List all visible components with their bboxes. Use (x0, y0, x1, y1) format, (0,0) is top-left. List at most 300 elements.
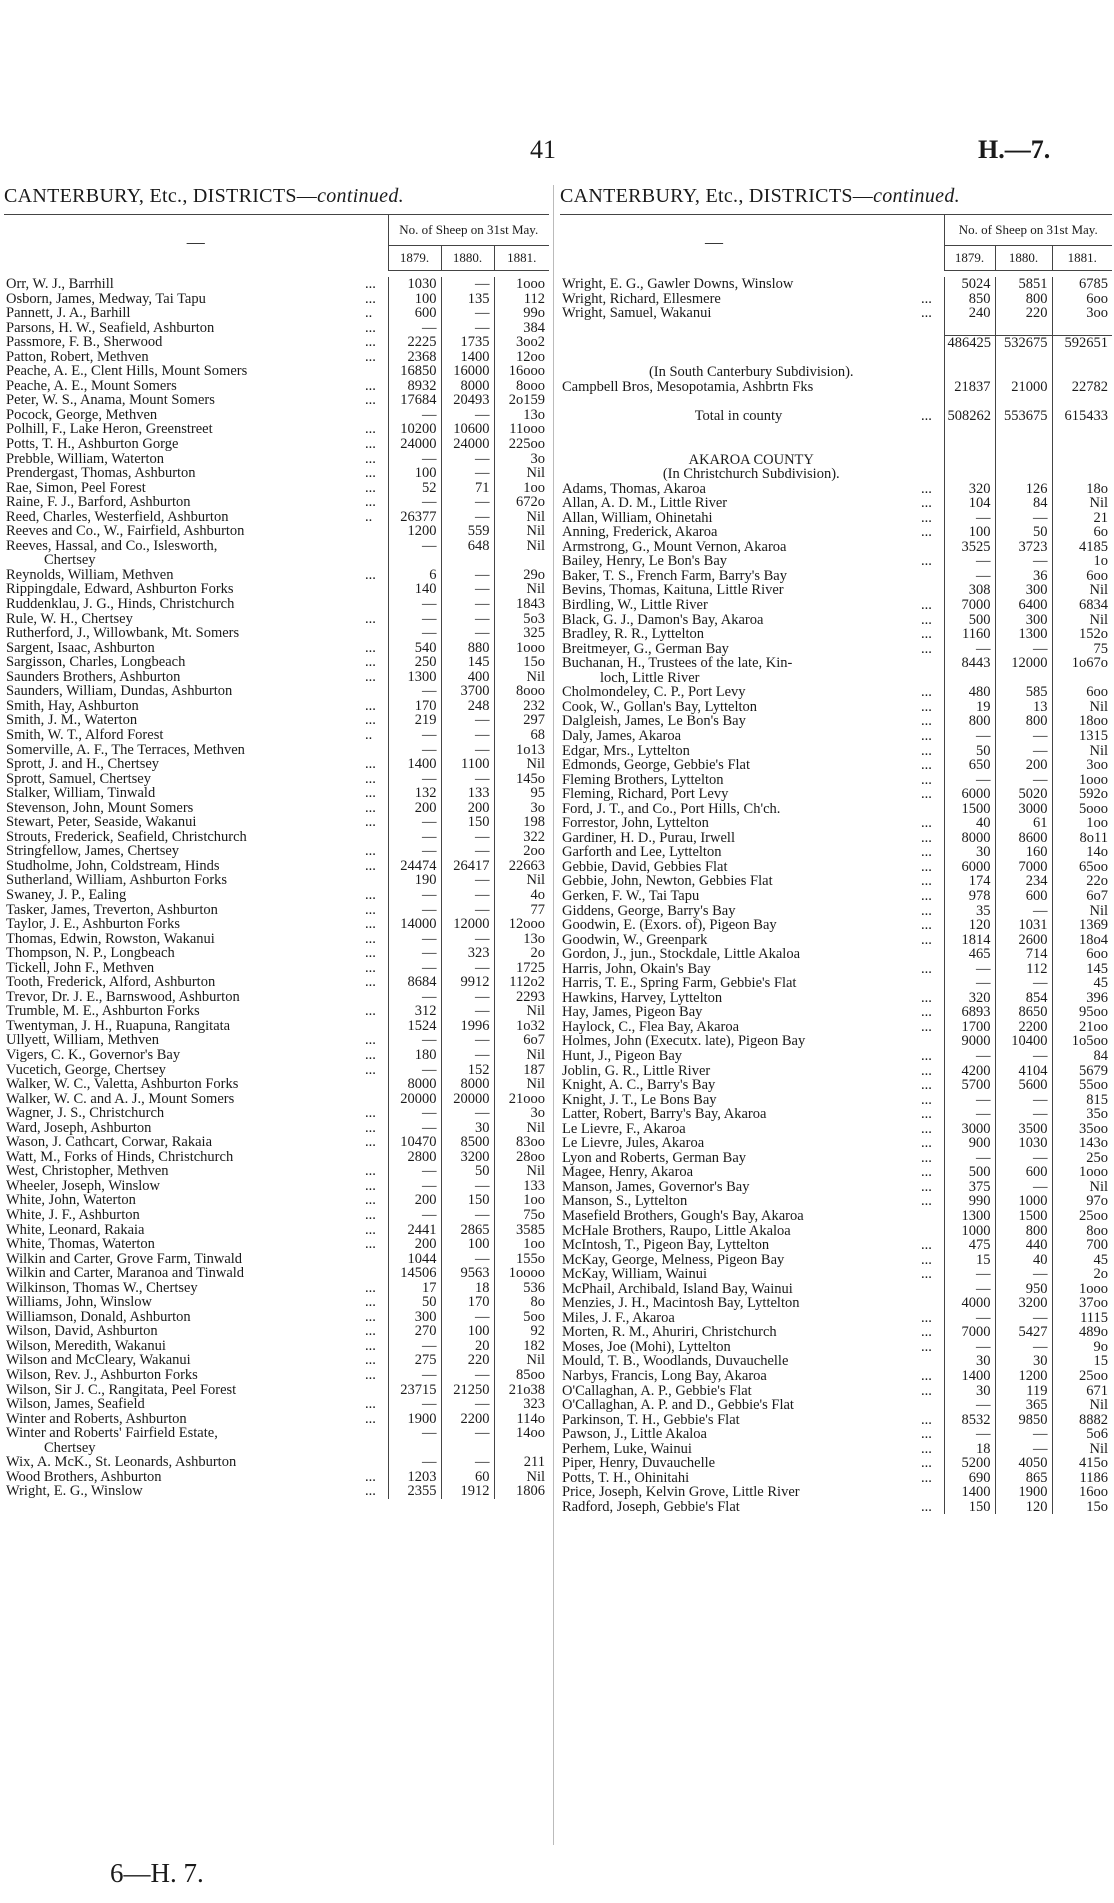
sheep-count-1880: 3723 (995, 540, 1052, 555)
sheep-count-1880: — (995, 1311, 1052, 1326)
leader-dots (362, 1455, 388, 1470)
sheep-count-1879: — (388, 946, 441, 961)
leader-dots (918, 1296, 944, 1311)
sheep-count-1879: 850 (944, 292, 995, 307)
leader-dots: ... (921, 728, 932, 744)
sheep-count-1881 (1052, 321, 1112, 336)
leader-dots: ... (921, 525, 932, 540)
table-row (4, 481, 549, 496)
sheep-count-1880: 150 (441, 1193, 494, 1208)
sheep-count-1880: 21250 (441, 1383, 494, 1398)
sheep-count-1881: 615433 (1052, 409, 1112, 424)
leader-dots: ... (365, 437, 376, 452)
owner-name-cell: West, Christopher, Methven (6, 1164, 169, 1179)
owner-name-cell: Baker, T. S., French Farm, Barry's Bay (562, 568, 787, 584)
leader-dots (918, 540, 944, 555)
table-row (4, 772, 549, 787)
owner-name-cell: Mould, T. B., Woodlands, Duvauchelle (562, 1354, 789, 1370)
sheep-count-1879: 2800 (388, 1150, 441, 1165)
sheep-count-1879: — (388, 1106, 441, 1121)
sheep-count-1880: 50 (995, 525, 1052, 540)
sheep-count-1881: 6oo (1052, 947, 1112, 962)
owner-name-cell: O'Callaghan, A. P., Gebbie's Flat (562, 1383, 752, 1399)
sheep-count-1881: 1o5oo (1052, 1034, 1112, 1049)
sheep-count-cell (1052, 467, 1112, 482)
table-row (4, 888, 549, 903)
owner-name-cell: Stringfellow, James, Chertsey (6, 844, 180, 859)
sheep-count-1881: 15o (1052, 1500, 1112, 1515)
sheep-count-1879: 270 (388, 1324, 441, 1339)
table-row (560, 583, 1112, 598)
table-row (560, 816, 1112, 831)
sheep-count-1881: Nil (494, 670, 549, 685)
owner-name-cell: Twentyman, J. H., Ruapuna, Rangitata (6, 1018, 231, 1034)
leader-dots: ... (365, 669, 376, 685)
sheep-count-1881: 815 (1052, 1093, 1112, 1108)
owner-name-cell: Winter and Roberts, Ashburton (6, 1411, 187, 1427)
sheep-count-1879: 308 (944, 583, 995, 598)
table-row (4, 553, 549, 568)
sheep-count-1880: — (441, 568, 494, 583)
sheep-count-1880: — (995, 642, 1052, 657)
sheep-count-1880: 16000 (441, 364, 494, 379)
table-row (4, 1484, 549, 1499)
table-row (4, 917, 549, 932)
table-row (4, 364, 549, 379)
sheep-count-1880: 1735 (441, 335, 494, 350)
sheep-count-1879: 6 (388, 568, 441, 583)
sheep-count-1881: 29o (494, 568, 549, 583)
sheep-count-1881: 1oooo (494, 1266, 549, 1281)
sheep-count-1879: 18 (944, 1442, 995, 1457)
sheep-count-1880: 8600 (995, 831, 1052, 846)
owner-name-cell: Dalgleish, James, Le Bon's Bay (562, 714, 746, 729)
leader-dots: ... (365, 1106, 376, 1121)
leader-dots: ... (921, 699, 932, 715)
leader-dots: ... (365, 1295, 376, 1310)
heading-text: CANTERBURY, Etc., DISTRICTS— (560, 185, 874, 207)
table-row (560, 453, 1112, 468)
sheep-count-1879: 50 (388, 1295, 441, 1310)
table-row (560, 1282, 1112, 1297)
leader-dots: ... (921, 1412, 932, 1428)
sheep-count-1880: — (441, 1208, 494, 1223)
owner-name-cell: Menzies, J. H., Macintosh Bay, Lyttelton (562, 1296, 800, 1311)
sheep-count-1881: 145o (494, 772, 549, 787)
leader-dots: ... (921, 1427, 932, 1442)
sheep-count-1879: 23715 (388, 1383, 441, 1398)
owner-name-cell: Saunders, William, Dundas, Ashburton (6, 684, 233, 699)
owner-name-cell: Saunders Brothers, Ashburton (6, 669, 181, 685)
owner-name-cell: Allan, William, Ohinetahi (562, 510, 713, 526)
owner-name-cell: Reed, Charles, Westerfield, Ashburton (6, 509, 229, 525)
sheep-count-1880: 1400 (441, 350, 494, 365)
sheep-count-1881: 6oo (1052, 292, 1112, 307)
owner-name-cell: Anning, Frederick, Akaroa (562, 525, 718, 540)
table-row (560, 1078, 1112, 1093)
leader-dots (918, 802, 944, 817)
table-row (560, 482, 1112, 497)
leader-dots: ... (365, 1368, 376, 1383)
sheep-count-1881: 396 (1052, 991, 1112, 1006)
sheep-count-1880: 300 (995, 613, 1052, 628)
sheep-count-1881: 16oo (1052, 1485, 1112, 1500)
table-row (4, 655, 549, 670)
sheep-count-1880: — (441, 743, 494, 758)
sheep-count-1881: 21oo (1052, 1020, 1112, 1035)
leader-dots: ... (365, 887, 376, 903)
sheep-count-1881: 92 (494, 1324, 549, 1339)
sheep-count-1880 (441, 553, 494, 568)
leader-dots: ... (921, 1310, 932, 1326)
sheep-count-1881: 2o (494, 946, 549, 961)
owner-name-cell: Williamson, Donald, Ashburton (6, 1309, 191, 1325)
sheep-count-1881: 37oo (1052, 1296, 1112, 1311)
sheep-count-1881: 536 (494, 1281, 549, 1296)
owner-name-cell: Orr, W. J., Barrhill (6, 277, 114, 292)
sheep-count-1879: — (944, 554, 995, 569)
sheep-count-1880: — (441, 495, 494, 510)
sheep-count-1881: Nil (494, 757, 549, 772)
owner-name-cell: McPhail, Archibald, Island Bay, Wainui (562, 1281, 793, 1297)
sheep-count-1879: — (388, 990, 441, 1005)
sheep-count-1880: 1912 (441, 1484, 494, 1499)
leader-dots: ... (365, 975, 376, 990)
sheep-count-1880: 600 (995, 1165, 1052, 1180)
leader-dots: ... (921, 714, 932, 729)
table-row (560, 1064, 1112, 1079)
table-row (4, 1383, 549, 1398)
table-row (560, 744, 1112, 759)
table-row (560, 1456, 1112, 1471)
sheep-count-1880: — (441, 626, 494, 641)
leader-dots: ... (365, 815, 376, 830)
sheep-count-1880: — (995, 744, 1052, 759)
sheep-count-1879: 7000 (944, 598, 995, 613)
sheep-count-1879: 6893 (944, 1005, 995, 1020)
sheep-count-1879: 1814 (944, 933, 995, 948)
leader-dots: ... (921, 758, 932, 773)
sheep-count-1879: — (388, 612, 441, 627)
owner-name-cell: Sprott, Samuel, Chertsey (6, 771, 151, 787)
sheep-count-1879: 312 (388, 1004, 441, 1019)
sheep-count-1879: 8000 (388, 1077, 441, 1092)
sheep-count-1881: 1369 (1052, 918, 1112, 933)
sheep-count-1881: Nil (1052, 496, 1112, 511)
sheep-count-1880: 18 (441, 1281, 494, 1296)
owner-name-cell: Prebble, William, Waterton (6, 451, 164, 467)
sheep-count-1881: Nil (494, 1121, 549, 1136)
owner-name-cell: Piper, Henry, Duvauchelle (562, 1456, 716, 1471)
leader-dots (362, 873, 388, 888)
sheep-count-1879: 14506 (388, 1266, 441, 1281)
sheep-count-1880: 714 (995, 947, 1052, 962)
owner-name-cell: O'Callaghan, A. P. and D., Gebbie's Flat (562, 1398, 794, 1413)
leader-dots (362, 1441, 388, 1456)
sheep-count-1879: 690 (944, 1471, 995, 1486)
leader-dots: ... (365, 1062, 376, 1078)
table-row (4, 568, 549, 583)
table-row (560, 1151, 1112, 1166)
owner-name-cell: Smith, W. T., Alford Forest (6, 727, 164, 743)
sheep-count-1881: 8ooo (494, 379, 549, 394)
table-row (4, 277, 549, 292)
sheep-count-1881: 13o (494, 408, 549, 423)
leader-dots: ... (365, 1208, 376, 1223)
owner-name-cell: Smith, Hay, Ashburton (6, 698, 139, 714)
table-row (560, 1369, 1112, 1384)
sheep-count-1880: 1500 (995, 1209, 1052, 1224)
sheep-count-1879: 10470 (388, 1135, 441, 1150)
sheep-count-1879: 1524 (388, 1019, 441, 1034)
table-row (4, 859, 549, 874)
sheep-count-1879: — (388, 743, 441, 758)
sheep-count-1880: 100 (441, 1237, 494, 1252)
leader-dots (918, 1209, 944, 1224)
leader-dots (918, 380, 944, 395)
leader-dots: ... (365, 349, 376, 365)
sheep-count-1879: — (944, 511, 995, 526)
table-row (560, 1296, 1112, 1311)
leader-dots (362, 597, 388, 612)
owner-name-cell: Lyon and Roberts, German Bay (562, 1150, 747, 1166)
sheep-count-1880: 24000 (441, 437, 494, 452)
sheep-count-1879: — (944, 1427, 995, 1442)
owner-name-cell: Walker, W. C. and A. J., Mount Somers (6, 1091, 235, 1107)
owner-name-cell: Bailey, Henry, Le Bon's Bay (562, 554, 728, 569)
owner-name-cell (560, 336, 918, 351)
sheep-count-1880: 1996 (441, 1019, 494, 1034)
sheep-count-1881: 83oo (494, 1135, 549, 1150)
sheep-count-1881: 232 (494, 699, 549, 714)
sheep-count-1879: — (388, 728, 441, 743)
table-row (560, 889, 1112, 904)
owner-name-cell: White, Leonard, Rakaia (6, 1222, 145, 1238)
owner-name-cell: Forrestor, John, Lyttelton (562, 816, 709, 831)
owner-name-cell: loch, Little River (600, 670, 700, 686)
owner-name-cell: Reeves, Hassal, and Co., Islesworth, (6, 538, 218, 554)
heading-text: CANTERBURY, Etc., DISTRICTS— (4, 185, 318, 207)
sheep-count-1880: — (995, 773, 1052, 788)
owner-name-cell: Walker, W. C., Valetta, Ashburton Forks (6, 1077, 239, 1092)
owner-name-cell: Wright, Richard, Ellesmere (562, 291, 721, 307)
owner-name-cell: Chertsey (44, 553, 96, 568)
owner-name-cell: Fleming Brothers, Lyttelton (562, 772, 724, 788)
sheep-count-1881: 1oo (1052, 816, 1112, 831)
sheep-count-1879: 100 (388, 466, 441, 481)
leader-dots: ... (921, 874, 932, 889)
sheep-count-1880: 145 (441, 655, 494, 670)
sheep-count-1881: 592651 (1052, 336, 1112, 351)
sheep-count-1881: 489o (1052, 1325, 1112, 1340)
owner-name-cell: Hawkins, Harvey, Lyttelton (562, 990, 723, 1006)
leader-dots: ... (921, 554, 932, 569)
sheep-count-1879: 900 (944, 1136, 995, 1151)
table-row (560, 627, 1112, 642)
owner-name-cell: Wheeler, Joseph, Winslow (6, 1178, 161, 1194)
owner-name-cell (560, 351, 918, 366)
leader-dots (918, 671, 944, 686)
sheep-count-1880: — (995, 729, 1052, 744)
sheep-count-1879: 508262 (944, 409, 995, 424)
sheep-count-1880: 559 (441, 524, 494, 539)
sheep-count-1880: — (441, 452, 494, 467)
year-header: 1879. (388, 246, 441, 271)
sheep-count-1879: 275 (388, 1353, 441, 1368)
sheep-count-1879: 650 (944, 758, 995, 773)
sheep-count-1881: 8ooo (494, 684, 549, 699)
owner-name-cell: Narbys, Francis, Long Bay, Akaroa (562, 1369, 767, 1384)
sheep-count-1879: — (388, 844, 441, 859)
table-row (560, 671, 1112, 686)
leader-dots: ... (921, 1048, 932, 1064)
owner-name-cell: Raine, F. J., Barford, Ashburton (6, 495, 191, 510)
sheep-count-1880: — (441, 713, 494, 728)
table-row (560, 933, 1112, 948)
leader-dots: ... (921, 1092, 932, 1108)
sheep-count-1879: 1000 (944, 1224, 995, 1239)
sheep-count-1880: — (441, 582, 494, 597)
owner-name-cell: Peache, A. E., Mount Somers (6, 378, 177, 394)
table-row (560, 351, 1112, 366)
sheep-count-1881: 95oo (1052, 1005, 1112, 1020)
sheep-count-1880: 20000 (441, 1092, 494, 1107)
sheep-count-1881: 3oo (1052, 306, 1112, 321)
sheep-count-1880: 865 (995, 1471, 1052, 1486)
owner-name-cell: Haylock, C., Flea Bay, Akaroa (562, 1019, 740, 1035)
sheep-count-1879: 1400 (944, 1485, 995, 1500)
table-row (4, 1179, 549, 1194)
table-row (4, 757, 549, 772)
table-row (560, 1224, 1112, 1239)
sheep-count-1881: 415o (1052, 1456, 1112, 1471)
leader-dots (362, 1077, 388, 1092)
sheep-count-1880: 13 (995, 700, 1052, 715)
leader-dots (362, 1383, 388, 1398)
sheep-count-1880: 100 (441, 1324, 494, 1339)
table-row (560, 802, 1112, 817)
sheep-count-1880: 10600 (441, 422, 494, 437)
sheep-count-1880: — (995, 1151, 1052, 1166)
table-row (4, 1397, 549, 1412)
sheep-count-1880: 135 (441, 292, 494, 307)
sheep-count-1881: 225oo (494, 437, 549, 452)
leader-dots (362, 1150, 388, 1165)
sheep-count-1881: 1843 (494, 597, 549, 612)
owner-name-cell: Passmore, F. B., Sherwood (6, 335, 163, 350)
leader-dots: ... (921, 1383, 932, 1399)
sheep-count-1879: 1900 (388, 1412, 441, 1427)
owner-name-cell: Vigers, C. K., Governor's Bay (6, 1047, 181, 1063)
table-row (560, 336, 1112, 351)
sheep-count-1879 (388, 553, 441, 568)
sheep-count-1880: 248 (441, 699, 494, 714)
sheep-count-1879: 16850 (388, 364, 441, 379)
sheep-count-1880: 2200 (441, 1412, 494, 1427)
sheep-count-1881: 15 (1052, 1354, 1112, 1369)
sheep-count-1879: — (388, 1033, 441, 1048)
sheep-count-cell (944, 365, 995, 380)
table-row (4, 975, 549, 990)
sheep-count-1880: — (441, 1455, 494, 1470)
sheep-count-1879: 1044 (388, 1252, 441, 1267)
sheep-count-cell (1052, 365, 1112, 380)
sheep-count-1879: 1500 (944, 802, 995, 817)
sheep-count-1881: Nil (1052, 583, 1112, 598)
owner-name-cell: Wilson, Sir J. C., Rangitata, Peel Forest (6, 1382, 237, 1398)
sheep-count-1881: 6oo (1052, 569, 1112, 584)
sheep-count-1881: 1ooo (1052, 1165, 1112, 1180)
sheep-count-cell (944, 453, 995, 468)
sheep-count-1881: 21o38 (494, 1383, 549, 1398)
owner-name-cell: Thompson, N. P., Longbeach (6, 946, 175, 961)
sheep-count-1879: — (944, 1282, 995, 1297)
table-row (560, 394, 1112, 409)
sheep-count-1881: 16ooo (494, 364, 549, 379)
leader-dots: ... (365, 451, 376, 467)
sheep-count-1881: 384 (494, 321, 549, 336)
leader-dots: ... (365, 335, 376, 350)
table-row (4, 1252, 549, 1267)
owner-name-cell: Garforth and Lee, Lyttelton (562, 845, 722, 860)
sheep-count-1879: 24474 (388, 859, 441, 874)
leader-dots: ... (365, 378, 376, 394)
leader-dots: ... (365, 1309, 376, 1325)
table-row (4, 1412, 549, 1427)
table-row (560, 860, 1112, 875)
sheep-count-1881: 14o (1052, 845, 1112, 860)
sheep-count-1881: 8oo (1052, 1224, 1112, 1239)
sheep-count-1879: 5700 (944, 1078, 995, 1093)
sheep-count-1881: 8o (494, 1295, 549, 1310)
table-row (560, 1034, 1112, 1049)
sheep-count-1881: 5ooo (1052, 802, 1112, 817)
sheep-count-1881: Nil (494, 1004, 549, 1019)
sheep-count-1879: 120 (944, 918, 995, 933)
sheep-count-1880: — (995, 511, 1052, 526)
owner-name-cell: Rippingdale, Edward, Ashburton Forks (6, 582, 234, 598)
sheep-table (4, 277, 549, 1499)
sheep-count-1880: — (441, 321, 494, 336)
sheep-count-1881: 12oo (494, 350, 549, 365)
sheep-count-1881: Nil (1052, 613, 1112, 628)
owner-name-cell: Somerville, A. F., The Terraces, Methven (6, 742, 245, 758)
table-row (4, 1164, 549, 1179)
table-row (4, 1208, 549, 1223)
sheep-count-1880: 532675 (995, 336, 1052, 351)
sheep-count-1879: — (388, 932, 441, 947)
leader-dots (918, 438, 944, 453)
sheep-count-1881: 133 (494, 1179, 549, 1194)
leader-dots (918, 321, 944, 336)
leader-dots: ... (365, 1484, 376, 1499)
sheep-count-1880: 400 (441, 670, 494, 685)
sheep-count-1881: 2o159 (494, 393, 549, 408)
leader-dots: ... (365, 1222, 376, 1238)
sheep-count-1880: 2865 (441, 1223, 494, 1238)
sheep-count-1881: 18oo (1052, 714, 1112, 729)
owner-name-cell: Cholmondeley, C. P., Port Levy (562, 685, 746, 700)
leader-dots: ... (365, 1237, 376, 1252)
owner-name-cell: Reeves and Co., W., Fairfield, Ashburton (6, 524, 245, 539)
sheep-count-1879: — (388, 772, 441, 787)
owner-name-cell: Wood Brothers, Ashburton (6, 1469, 162, 1485)
sheep-count-1880: 950 (995, 1282, 1052, 1297)
leader-dots (362, 582, 388, 597)
sheep-count-1880: — (441, 1004, 494, 1019)
sheep-count-1880: — (441, 306, 494, 321)
owner-name-cell (560, 438, 918, 453)
